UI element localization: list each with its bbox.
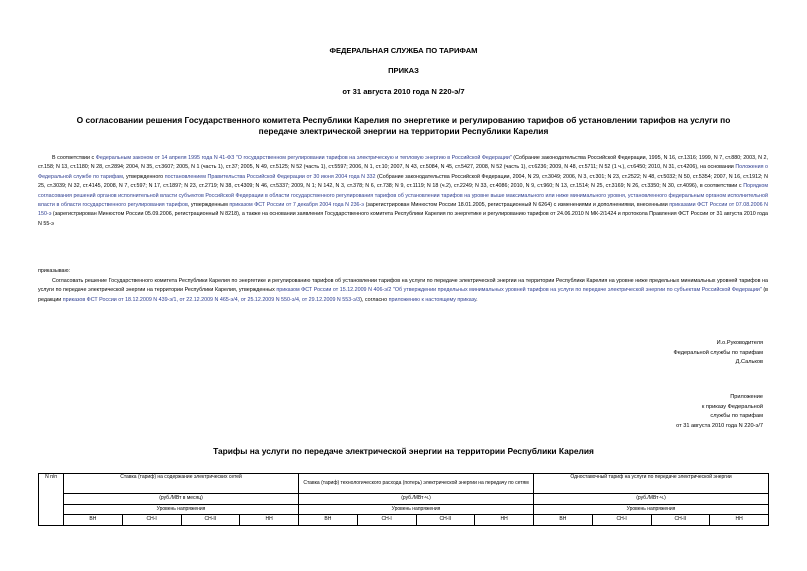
title-line-1: О согласовании решения Государственного комитета Республики Карелия по энергетике и регулированию тарифов об установлении тарифов на услуги по bbox=[76, 115, 731, 125]
paragraph-text: (Собрание законодательства Российской Федерации, 1995, N 16, ст.1316; 1999, N 7, ст.880; 2003, N 2, ст.158; N 13, ст.1180; N 28, ст.2894; 2004, N 35, ст.3607; 2005, N 1 (часть 1), ст.37; 2005, N 49, ст.5125; N 52 (часть 1), ст.5597; 2006, N 1, ст.10; 2007, N 43, ст.5084, N 45, ст.5427, 2008, N 52 (часть 1), ст.6236; 2009, N 48, ст.5711; N 52 (1 ч.), ст.6450; 2010, N 31, ст.4206), на основании bbox=[38, 155, 768, 171]
document-link[interactable]: приказами ФСТ России от 07.08.2006 N 150-э bbox=[38, 202, 768, 218]
voltage-label: Уровень напряжения bbox=[299, 504, 534, 515]
table-header-row bbox=[39, 474, 769, 494]
level-cell: ВН bbox=[64, 515, 123, 526]
level-cell: ВН bbox=[299, 515, 358, 526]
paragraph-text: , утвержденного bbox=[122, 173, 165, 180]
level-cell: НН bbox=[475, 515, 534, 526]
document-link[interactable]: приказом ФСТ России от 15.12.2009 N 406-э/2 "Об утверждении предельных минимальных уровней тарифов на услуги по передаче электрической энергии по субъектам Российской Федерации" bbox=[276, 287, 762, 294]
signature-name: Д.Сальков bbox=[735, 359, 763, 366]
appendix-line-3: службы по тарифам bbox=[710, 413, 763, 420]
document-link[interactable]: приказов ФСТ России от 18.12.2009 N 439-э/1, от 22.12.2009 N 465-э/4, от 25.12.2009 N 550-э/4, от 29.12.2009 N 553-э/3 bbox=[62, 296, 361, 303]
paragraph-text: (Собрание законодательства Российской Федерации, 2004, N 29, ст.3049; 2006, N 3, ст.301; N 23, ст.2522; N 48, ст.5032; N 50, ст.5354; 2007, N 16, ст.1912; N 25, ст.3039; N 32, ст.4145, 2008, N 7, ст.597; N 17, ст.1897; N 23, ст.2719; N 38, ст.4309; N 46, ст.5337; 2009, N 1; N 142, N 3, ст.378; N 6, ст.738; N 9, ст.1119; N 18 (ч.2), ст.2249; N 33, ст.4086; 2010, N 9, ст.960; N 13, ст.1514; N 25, ст.3169; N 26, ст.3350; N 30, ст.4096), в соответствии с bbox=[38, 173, 768, 190]
group2-unit: (руб./МВт·ч.) bbox=[299, 494, 534, 505]
paragraph-basis bbox=[38, 154, 768, 229]
level-cell: СН-II bbox=[651, 515, 710, 526]
title-line-2: передаче электрической энергии на территории Республики Карелия bbox=[258, 126, 549, 136]
appendix-line-2: к приказу Федеральной bbox=[701, 403, 763, 410]
paragraph-text: В соответствии с bbox=[52, 155, 96, 161]
level-cell: НН bbox=[710, 515, 769, 526]
level-cell: ВН bbox=[534, 515, 593, 526]
group1-header: Ставка (тариф) на содержание электрических сетей bbox=[64, 474, 299, 494]
paragraph-text: (зарегистрирован Минюстом России 05.09.2006, регистрационный N 8218), а также на основании заявления Государственного комитета Республики Карелия по энергетике и регулированию тарифов от 24.06.2010 N МК-2/1424 и протокола Правления ФСТ России от 31 августа 2010 года N 55-э bbox=[38, 211, 768, 227]
document-link[interactable]: постановлением Правительства Российской Федерации от 30 июня 2004 года N 332 bbox=[164, 173, 376, 180]
tariff-table bbox=[38, 473, 769, 526]
document-link[interactable]: Положения о Федеральной службе по тарифам bbox=[38, 164, 768, 180]
orders-label: приказываю: bbox=[38, 268, 71, 274]
level-cell: СН-II bbox=[416, 515, 475, 526]
document-link[interactable]: приказом ФСТ России от 7 декабря 2004 года N 236-э bbox=[229, 202, 365, 209]
document-link[interactable]: Порядком согласования решений органов исполнительной власти субъектов Российской Федерации в области государственного регулирования тарифов об установлении тарифов на уровне выше максимального или ниже минимального уровня, установленного федеральным органом исполнительной власти в области государственного регулирования тарифов bbox=[38, 183, 768, 209]
col-number-header: N п/п bbox=[39, 474, 64, 526]
signature-block bbox=[674, 339, 764, 368]
table-levels-row bbox=[39, 515, 769, 526]
group3-unit: (руб./МВт·ч.) bbox=[534, 494, 769, 505]
agency-name: ФЕДЕРАЛЬНАЯ СЛУЖБА ПО ТАРИФАМ bbox=[329, 46, 478, 55]
appendix-block bbox=[676, 393, 763, 431]
table-unit-row bbox=[39, 494, 769, 505]
group3-header: Одноставочный тариф на услуги по передаче электрической энергии bbox=[534, 474, 769, 494]
paragraph-text: . bbox=[476, 296, 478, 303]
table-voltage-row bbox=[39, 504, 769, 515]
document-link[interactable]: Федеральным законом от 14 апреля 1995 года N 41-ФЗ "О государственном регулировании тарифов на электрическую и тепловую энергию в Российской Федерации" bbox=[95, 155, 512, 161]
paragraph-text: (зарегистрирован Минюстом России 18.01.2005, регистрационный N 6264) с изменениями и дополнениями, внесенными bbox=[364, 202, 670, 209]
appendix-line-4: от 31 августа 2010 года N 220-э/7 bbox=[676, 422, 763, 429]
level-cell: СН-II bbox=[181, 515, 240, 526]
voltage-label: Уровень напряжения bbox=[64, 504, 299, 515]
document-link[interactable]: приложению к настоящему приказу bbox=[388, 296, 477, 303]
paragraph-text: (в редакции bbox=[38, 287, 768, 303]
voltage-label: Уровень напряжения bbox=[534, 504, 769, 515]
level-cell: НН bbox=[240, 515, 299, 526]
table-title: Тарифы на услуги по передаче электрической энергии на территории Республики Карелия bbox=[213, 446, 594, 456]
paragraph-text: , утвержденным bbox=[187, 202, 230, 209]
document-title bbox=[0, 115, 807, 137]
level-cell: СН-I bbox=[357, 515, 416, 526]
level-cell: СН-I bbox=[122, 515, 181, 526]
group1-unit: (руб./МВт в месяц) bbox=[64, 494, 299, 505]
paragraph-text: ), согласно bbox=[360, 296, 389, 303]
document-date: от 31 августа 2010 года N 220-э/7 bbox=[342, 87, 465, 96]
appendix-line-1: Приложение bbox=[730, 394, 763, 400]
group2-header: Ставка (тариф) технологического расхода (потерь) электрической энергии на передачу по сетям bbox=[299, 474, 534, 494]
signature-position: И.о.Руководителя bbox=[716, 340, 763, 346]
signature-agency: Федеральной службы по тарифам bbox=[673, 349, 763, 356]
document-type: ПРИКАЗ bbox=[388, 66, 419, 75]
paragraph-decision bbox=[38, 277, 768, 305]
level-cell: СН-I bbox=[592, 515, 651, 526]
paragraph-text: Согласовать решение Государственного комитета Республики Карелия по энергетике и регулированию тарифов об установлении тарифов на услуги по передаче электрической энергии на территории Республики Карелия на уровне ниже предельных минимальных уровней тарифов на услуги по передаче электрической энергии на территории Республики Карелия, утвержденных bbox=[38, 278, 768, 294]
